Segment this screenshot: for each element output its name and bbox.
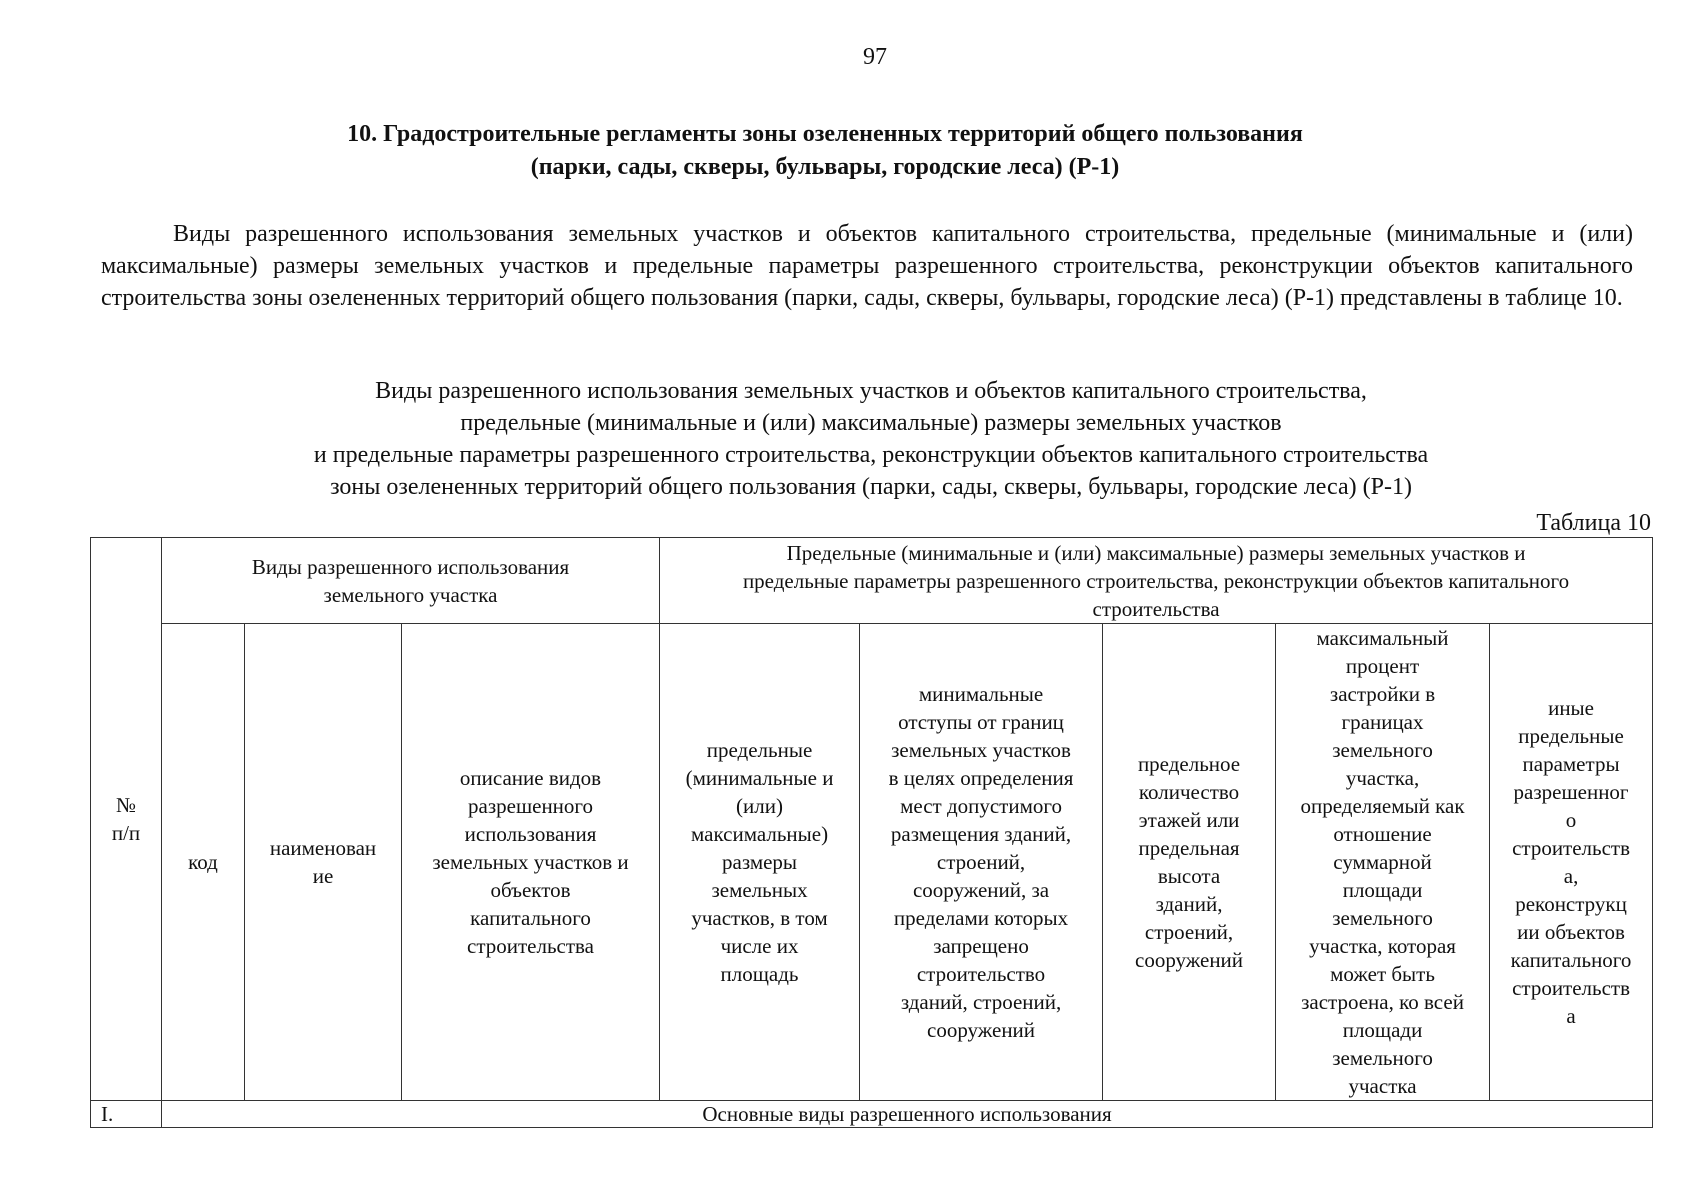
table-caption-line-3: и предельные параметры разрешенного строительства, реконструкции объектов капитального строительства: [313, 442, 1429, 468]
header-limits-group: Предельные (минимальные и (или) максимальные) размеры земельных участков и предельные параметры разрешенного строительства, реконструкции объектов капитального строительства: [742, 540, 1570, 621]
header-coverage-cell: [1276, 624, 1490, 1101]
header-uses-group-cell: [162, 538, 660, 624]
header-floors-cell: [1103, 624, 1276, 1101]
header-description-cell: [402, 624, 660, 1101]
header-name-cell: [245, 624, 402, 1101]
header-code: код: [188, 850, 218, 874]
header-other-cell: [1490, 624, 1653, 1101]
section-heading-line-2: (парки, сады, скверы, бульвары, городские леса) (Р-1): [530, 154, 1120, 180]
header-setbacks: минимальные отступы от границ земельных участков в целях определения мест допустимого размещения зданий, строений, сооружений, за пределами которых запрещено строительство зданий, строений, сооружений: [888, 682, 1074, 1042]
regulations-table: [90, 537, 1653, 1128]
header-plot-size-cell: [660, 624, 860, 1101]
table-header-row-2: [91, 624, 1653, 1101]
header-limits-group-cell: [660, 538, 1653, 624]
header-name: наименован ие: [269, 836, 377, 888]
table-caption-line-4: зоны озелененных территорий общего пользования (парки, сады, скверы, бульвары, городские леса) (Р-1): [330, 474, 1412, 500]
section-heading: [90, 118, 1560, 184]
header-setbacks-cell: [860, 624, 1103, 1101]
table-caption-line-1: Виды разрешенного использования земельных участков и объектов капитального строительства,: [375, 378, 1367, 404]
header-coverage: максимальный процент застройки в границах земельного участка, определяемый как отношение суммарной площади земельного участка, которая может быть застроена, ко всей площади земельного участка: [1300, 626, 1465, 1098]
intro-paragraph: Виды разрешенного использования земельных участков и объектов капитального строительства, предельные (минимальные и (или) максимальные) размеры земельных участков и предельные параметры разрешенного строительства, реконструкции объектов капитального строительства зоны озелененных территорий общего пользования (парки, сады, скверы, бульвары, городские леса) (Р-1) представлены в таблице 10.: [101, 221, 1633, 311]
table-caption-line-2: предельные (минимальные и (или) максимальные) размеры земельных участков: [460, 410, 1282, 436]
section-heading-line-1: 10. Градостроительные регламенты зоны озелененных территорий общего пользования: [347, 121, 1303, 147]
header-code-cell: [162, 624, 245, 1101]
header-description: описание видов разрешенного использования земельных участков и объектов капитального строительства: [432, 766, 629, 958]
table-header-row-1: [91, 538, 1653, 624]
table-label: Таблица 10: [1536, 510, 1651, 536]
section-title: Основные виды разрешенного использования: [162, 1101, 1653, 1128]
header-other: иные предельные параметры разрешенног о строительств а, реконструкц ии объектов капитального строительств а: [1510, 696, 1632, 1028]
header-floors: предельное количество этажей или предельная высота зданий, строений, сооружений: [1135, 752, 1244, 972]
header-number: № п/п: [111, 793, 141, 845]
section-row: [91, 1101, 1653, 1128]
header-uses-group: Виды разрешенного использования земельного участка: [251, 554, 570, 607]
header-number-cell: [91, 538, 162, 1101]
page-number: 97: [863, 44, 887, 70]
section-number: I.: [91, 1101, 162, 1128]
header-plot-size: предельные (минимальные и (или) максимальные) размеры земельных участков, в том числе их площадь: [685, 738, 834, 986]
table-caption: [90, 375, 1652, 503]
